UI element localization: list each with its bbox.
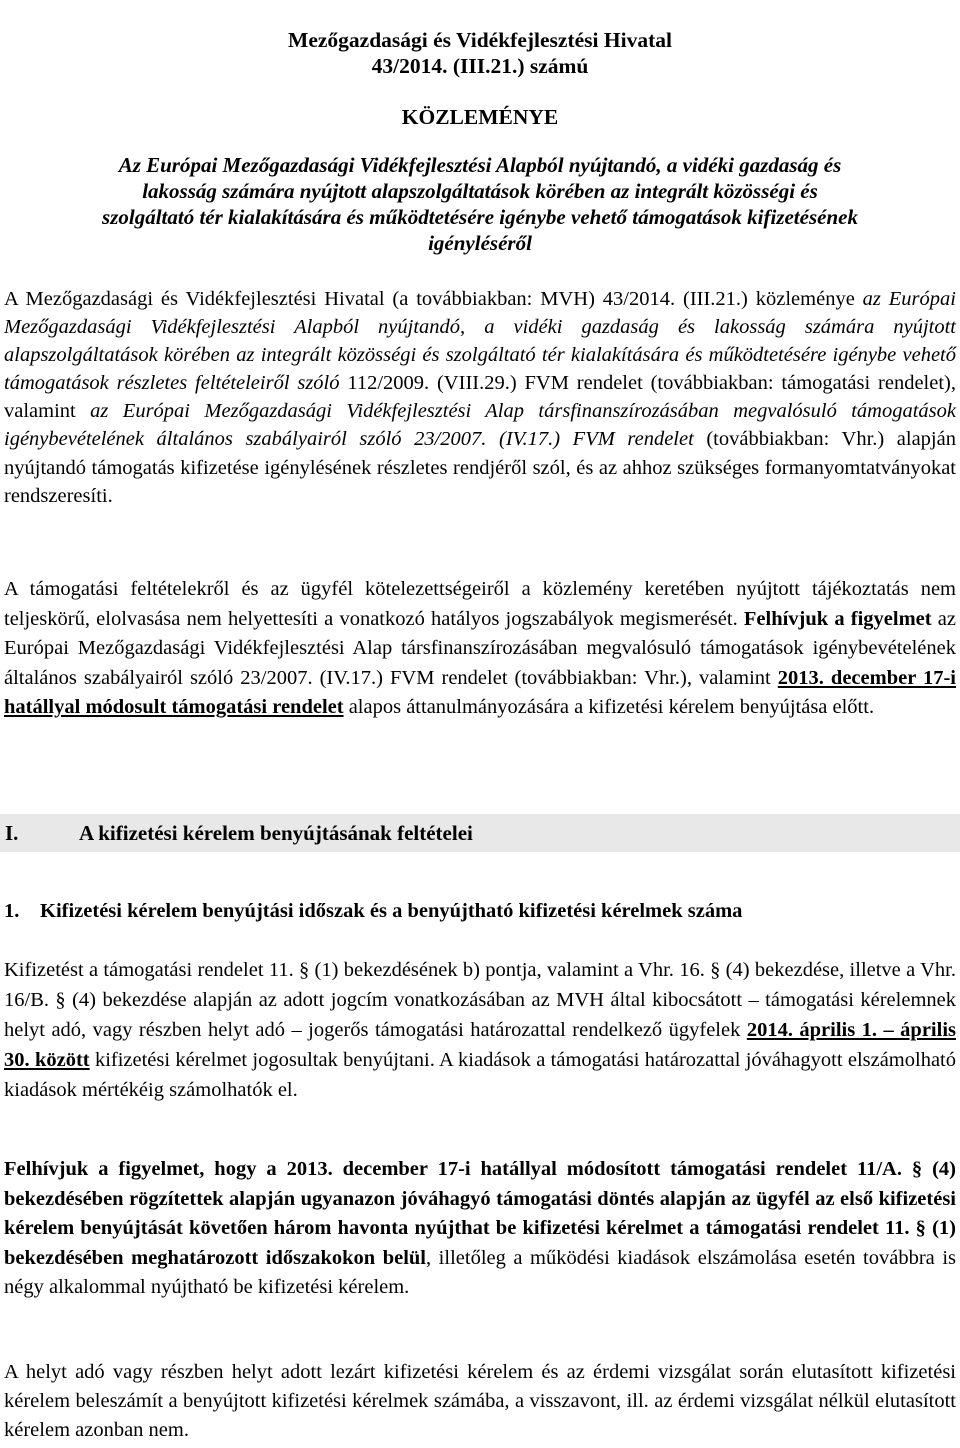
notice-paragraph [4,575,956,723]
section-heading [5,820,473,846]
section-number: I. [5,821,19,845]
attention-paragraph [4,1155,956,1303]
period-dates: 2014. április 1. – április 30. között [4,1019,956,1071]
subsection-heading [4,898,742,924]
period-text-1: Kifizetést a támogatási rendelet 11. § (1) bekezdésének b) pontja, valamint a Vhr. 16. § (4) bekezdése, illetve a Vhr. 16/B. § (4) bekezdése alapján az adott jogcím vonatkozásában az MVH által kibocsátott – támogatási kérelemnek helyt adó, vagy részben helyt adó – jogerős támogatási határozattal rendelkező ügyfelek [4,959,956,1041]
intro-text-2: az Európai Mezőgazdasági Vidékfejlesztési Alapból nyújtandó, a vidéki gazdaság és lakosság számára nyújtott alapszolgáltatások körében az integrált közösségi és szolgáltató tér kialakítására és működtetésére igénybe vehető támogatások részletes feltételeiről szóló [4,288,956,395]
notice-text-5: alapos áttanulmányozására a kifizetési kérelem benyújtása előtt. [343,696,875,719]
subsection-title: Kifizetési kérelem benyújtási időszak és a benyújtható kifizetési kérelmek száma [40,900,743,922]
subject-line-4: igényléséről [428,231,532,255]
notice-text-3: az Európai Mezőgazdasági Vidékfejlesztési Alap társfinanszírozásában megvalósuló támogatások igénybevételének általános szabályairól szóló 23/2007. (IV.17.) FVM rendelet (továbbiakban: Vhr.), valamint [4,607,956,689]
rejected-text: A helyt adó vagy részben helyt adott lezárt kifizetési kérelem és az érdemi vizsgálat során elutasított kifizetési kérelem beleszámít a benyújtott kifizetési kérelmek számába, a visszavont, ill. az érdemi vizsgálat nélkül elutasított kérelem azonban nem. [4,1361,956,1441]
subject-line-2: lakosság számára nyújtott alapszolgáltatások körében az integrált közösségi és [142,179,818,203]
subject-line-1: Az Európai Mezőgazdasági Vidékfejlesztési Alapból nyújtandó, a vidéki gazdaság és [118,153,842,177]
issuer-name: Mezőgazdasági és Vidékfejlesztési Hivatal [288,28,672,52]
intro-text-1: A Mezőgazdasági és Vidékfejlesztési Hivatal (a továbbiakban: MVH) 43/2014. (III.21.) közleménye [4,288,863,310]
intro-text-5: (továbbiakban: Vhr.) alapján nyújtandó támogatás kifizetése igénylésének részletes rendjéről szól, és az ahhoz szükséges formanyomtatványokat rendszeresíti. [4,428,956,507]
intro-paragraph [4,285,956,510]
announcement-title: KÖZLEMÉNYE [401,105,559,129]
announcement-number: 43/2014. (III.21.) számú [371,54,589,78]
attention-text-1: Felhívjuk a figyelmet, hogy a 2013. december 17-i hatállyal módosított támogatási rendelet 11/A. § (4) bekezdésében rögzítettek alapján ugyanazon jóváhagyó támogatási döntés alapján az ügyfél az első kifizetési kérelem benyújtását követően három havonta nyújthat be kifizetési kérelmet a támogatási rendelet 11. § (1) bekezdésében meghatározott időszakokon belül [4,1158,956,1269]
subject-line-3: szolgáltató tér kialakítására és működtetésére igénybe vehető támogatások kifizetésének [102,205,858,229]
notice-text-1: A támogatási feltételekről és az ügyfél kötelezettségeiről a közlemény keretében nyújtott tájékoztatás nem teljeskörű, elolvasása nem helyettesíti a vonatkozó hatályos jogszabályok megismerését. [4,578,956,630]
notice-text-4: 2013. december 17-i hatállyal módosult támogatási rendelet [4,666,956,719]
period-text-3: kifizetési kérelmet jogosultak benyújtani. A kiadások a támogatási határozattal jóváhagyott elszámolható kiadások mértékéig számolhatók el. [4,1049,956,1101]
intro-text-3: 112/2009. (VIII.29.) FVM rendelet (továbbiakban: támogatási rendelet), valamint [4,372,957,423]
intro-text-4: az Európai Mezőgazdasági Vidékfejlesztési Alap társfinanszírozásában megvalósuló támogatások igénybevételének általános szabályairól szóló 23/2007. (IV.17.) FVM rendelet [4,400,957,451]
rejected-paragraph [4,1358,956,1444]
attention-text-2: , illetőleg a működési kiadások elszámolása esetén továbbra is négy alkalommal nyújtható be kifizetési kérelem. [4,1246,956,1299]
section-title: A kifizetési kérelem benyújtásának feltételei [79,821,473,845]
notice-text-2: Felhívjuk a figyelmet [743,607,932,630]
subsection-number: 1. [4,900,20,922]
period-paragraph [4,955,956,1105]
